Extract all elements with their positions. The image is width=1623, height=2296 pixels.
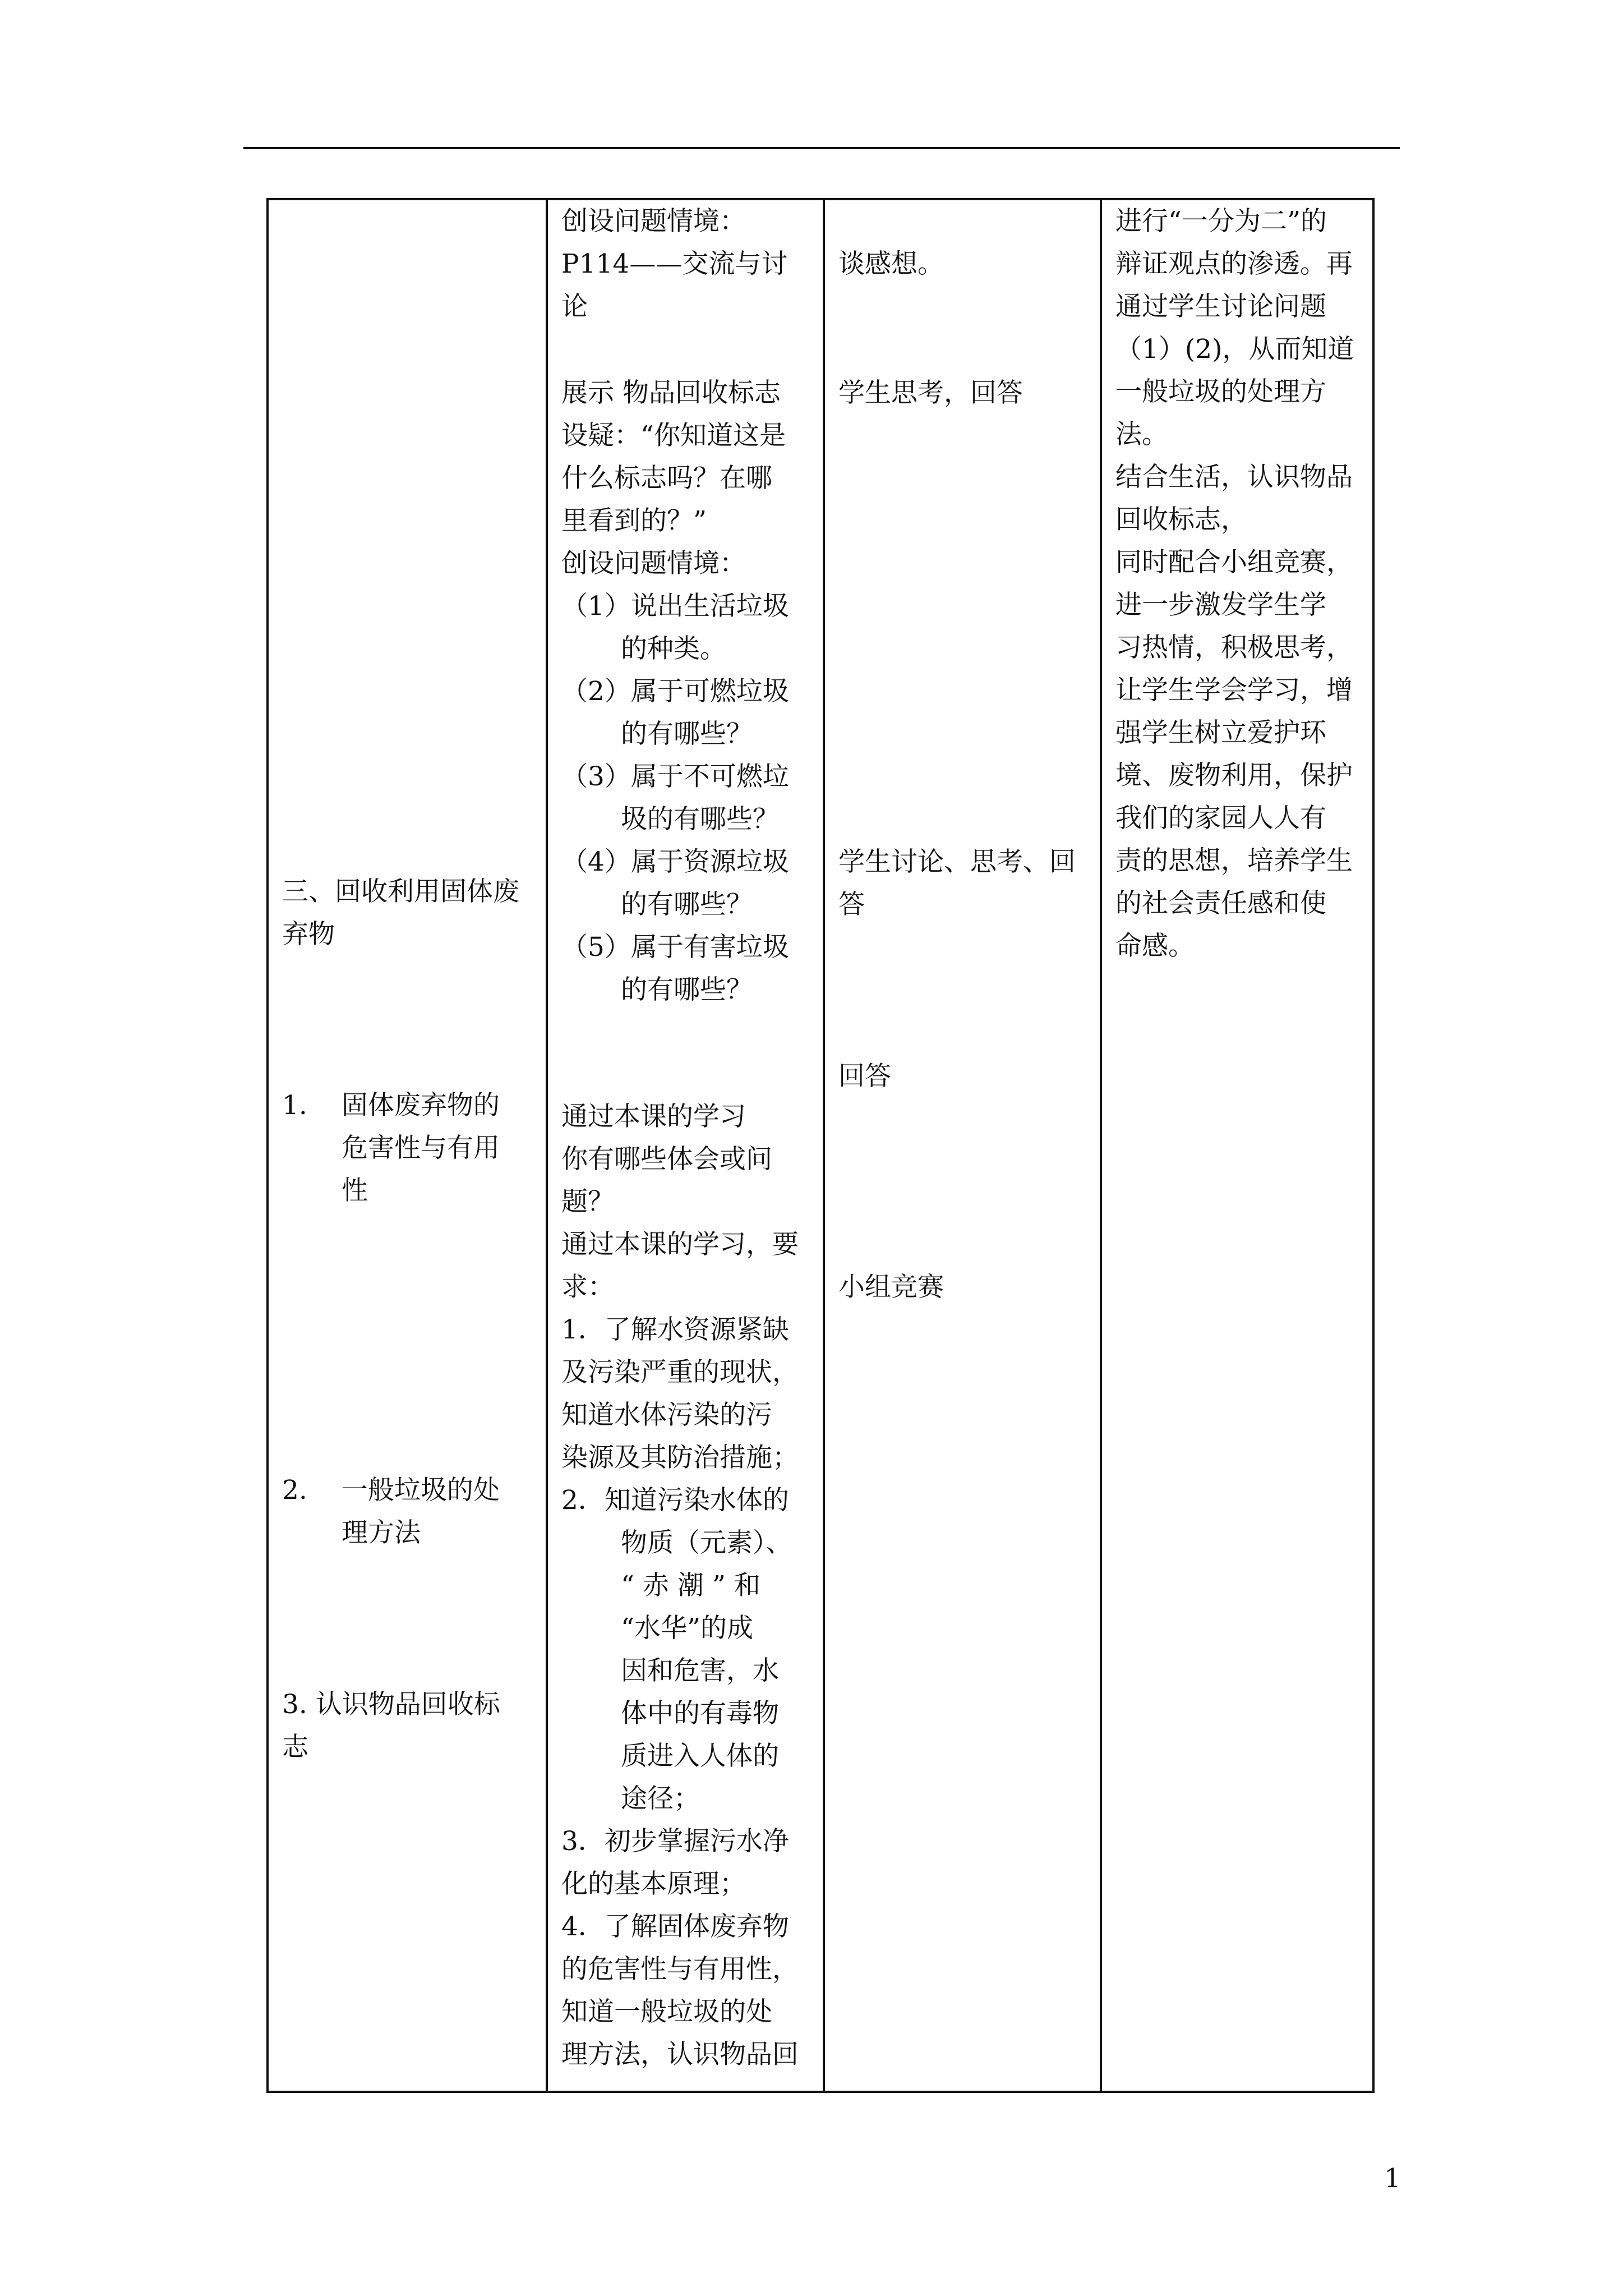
- teacher-line: “ 赤 潮 ” 和: [621, 1570, 760, 1601]
- teacher-line: 质进入人体的: [621, 1741, 779, 1772]
- topic-item-line: 一般垃圾的处: [342, 1475, 500, 1506]
- intent-line: 责的思想，培养学生: [1115, 845, 1353, 876]
- intent-line: 命感。: [1115, 931, 1195, 961]
- table-col-topic: [269, 200, 546, 2091]
- teacher-line: 求：: [561, 1272, 614, 1303]
- teacher-line: 的有哪些？: [621, 974, 753, 1005]
- teacher-line: 的危害性与有用性，: [561, 1954, 799, 1985]
- teacher-line: 4．了解固体废弃物: [561, 1911, 789, 1942]
- intent-line: 法。: [1115, 419, 1168, 450]
- intent-line: 通过学生讨论问题: [1115, 291, 1326, 322]
- teacher-line: 展示 物品回收标志: [561, 378, 781, 408]
- teacher-line: 1．了解水资源紧缺: [561, 1314, 789, 1345]
- teacher-line: 体中的有毒物: [621, 1698, 779, 1729]
- student-line: 答: [838, 889, 865, 920]
- teacher-line: （5）属于有害垃圾: [561, 932, 789, 963]
- header-rule: [243, 147, 1400, 149]
- intent-line: （1）(2)，从而知道: [1115, 334, 1354, 365]
- teacher-line: 知道水体污染的污: [561, 1400, 772, 1430]
- topic-heading-line: 弃物: [282, 919, 335, 950]
- teacher-line: （4）属于资源垃圾: [561, 846, 789, 877]
- teacher-line: 里看到的？”: [561, 505, 707, 536]
- teacher-line: 途径；: [621, 1783, 700, 1814]
- teacher-line: 论: [561, 291, 588, 322]
- teacher-line: 染源及其防治措施；: [561, 1442, 799, 1473]
- student-line: 回答: [838, 1061, 891, 1092]
- intent-line: 同时配合小组竞赛，: [1115, 547, 1353, 578]
- intent-line: 的社会责任感和使: [1115, 888, 1326, 919]
- teacher-line: 的有哪些？: [621, 719, 753, 749]
- teacher-line: 因和危害，水: [621, 1655, 779, 1686]
- intent-line: 进一步激发学生学: [1115, 590, 1326, 620]
- teacher-line: 理方法，认识物品回: [561, 2039, 799, 2070]
- teacher-line: 通过本课的学习，要: [561, 1229, 799, 1260]
- teacher-line: 设疑：“你知道这是: [561, 420, 786, 451]
- teacher-line: 的种类。: [621, 633, 726, 664]
- topic-heading-line: 三、回收利用固体废: [282, 876, 519, 907]
- intent-line: 让学生学会学习，增: [1115, 675, 1353, 706]
- topic-item-line: 性: [342, 1175, 368, 1206]
- teacher-line: （3）属于不可燃垃: [561, 761, 789, 792]
- teacher-line: 创设问题情境：: [561, 206, 746, 237]
- table-col-teacher: [546, 200, 823, 2091]
- topic-item-number: 1.: [282, 1090, 307, 1121]
- topic-item-line: 理方法: [342, 1517, 421, 1548]
- lesson-table: [266, 198, 1375, 2093]
- teacher-line: P114——交流与讨: [561, 249, 788, 279]
- intent-line: 进行“一分为二”的: [1115, 206, 1327, 237]
- intent-line: 一般垃圾的处理方: [1115, 376, 1326, 407]
- topic-item-line: 3. 认识物品回收标: [282, 1689, 500, 1720]
- student-line: 谈感想。: [838, 249, 944, 279]
- topic-item-number: 2.: [282, 1475, 307, 1506]
- teacher-line: 物质（元素）、: [621, 1527, 792, 1558]
- teacher-line: 你有哪些体会或问: [561, 1144, 772, 1175]
- teacher-line: 的有哪些？: [621, 889, 753, 920]
- intent-line: 结合生活，认识物品: [1115, 462, 1353, 493]
- table-col-intent: [1100, 200, 1375, 2091]
- student-line: 学生思考，回答: [838, 378, 1023, 408]
- teacher-line: （1）说出生活垃圾: [561, 591, 789, 622]
- intent-line: 辩证观点的渗透。再: [1115, 249, 1353, 279]
- teacher-line: “水华”的成: [621, 1613, 754, 1644]
- teacher-line: 创设问题情境：: [561, 548, 746, 579]
- teacher-line: 化的基本原理；: [561, 1869, 746, 1899]
- teacher-line: 什么标志吗？在哪: [561, 463, 772, 494]
- table-col-student: [823, 200, 1100, 2091]
- intent-line: 强学生树立爱护环: [1115, 717, 1326, 748]
- intent-line: 境、废物利用，保护: [1115, 760, 1353, 791]
- topic-item-line: 固体废弃物的: [342, 1090, 500, 1121]
- teacher-line: 题？: [561, 1186, 614, 1217]
- teacher-line: 通过本课的学习: [561, 1101, 746, 1132]
- teacher-line: （2）属于可燃垃圾: [561, 676, 789, 707]
- teacher-line: 3．初步掌握污水净: [561, 1826, 789, 1857]
- intent-line: 回收标志，: [1115, 504, 1247, 535]
- intent-line: 习热情，积极思考，: [1115, 632, 1353, 663]
- teacher-line: 圾的有哪些？: [621, 804, 779, 835]
- page-number: 1: [1384, 2163, 1401, 2194]
- topic-item-line: 危害性与有用: [342, 1133, 500, 1163]
- teacher-line: 2．知道污染水体的: [561, 1485, 789, 1516]
- teacher-line: 知道一般垃圾的处: [561, 1996, 772, 2027]
- teacher-line: 及污染严重的现状，: [561, 1357, 799, 1388]
- topic-item-line: 志: [282, 1732, 308, 1763]
- student-line: 小组竞赛: [838, 1272, 944, 1303]
- intent-line: 我们的家园人人有: [1115, 803, 1326, 834]
- student-line: 学生讨论、思考、回: [838, 846, 1076, 877]
